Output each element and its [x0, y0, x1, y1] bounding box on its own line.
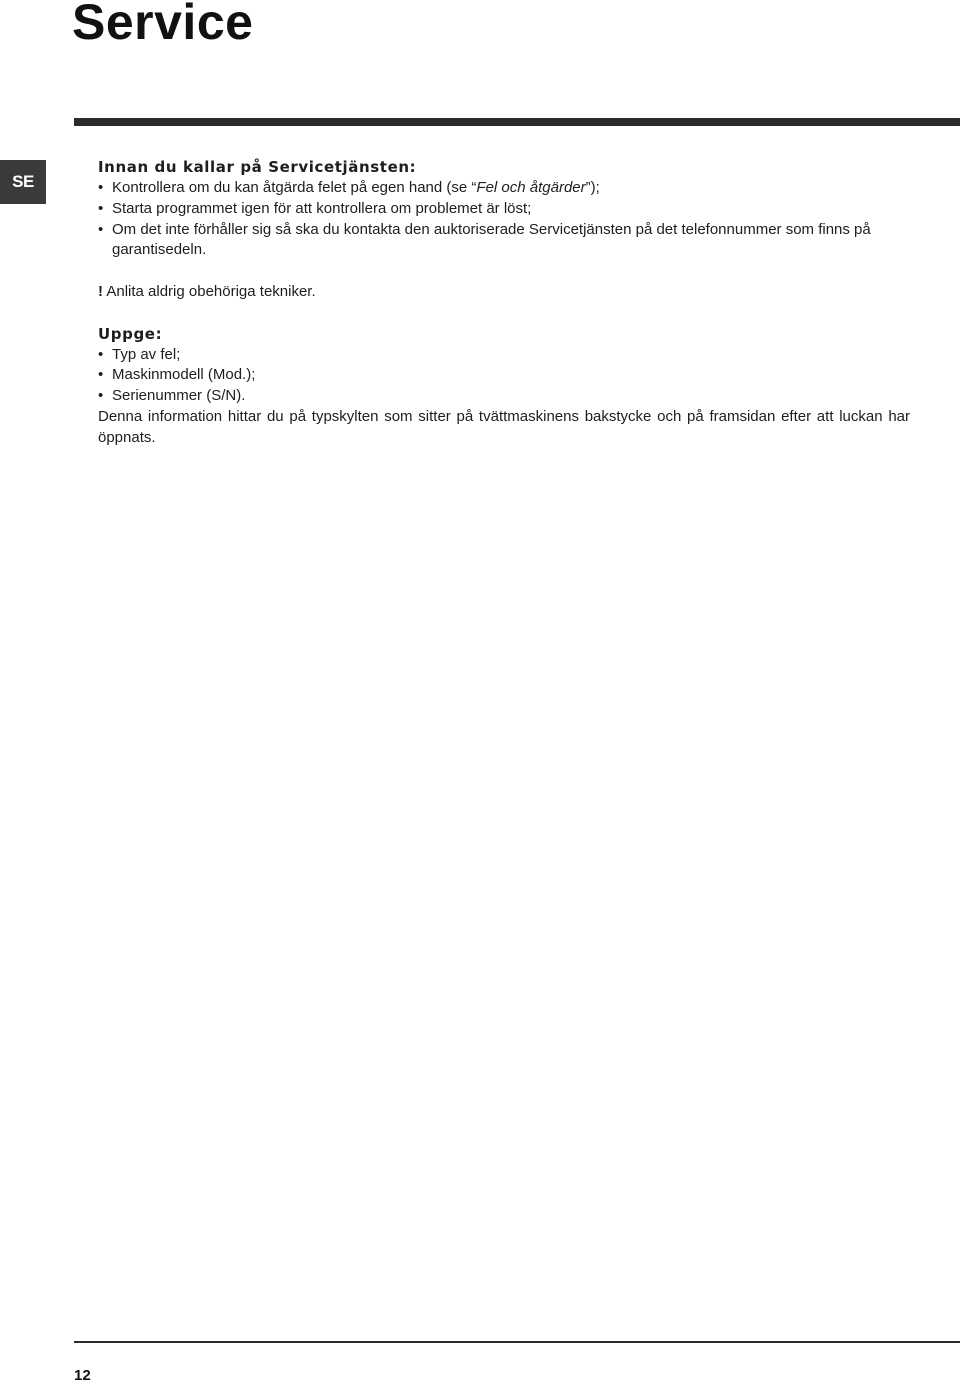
footer-divider [74, 1341, 960, 1343]
list-item-text-suffix: ”); [585, 179, 600, 196]
rating-plate-info: Denna information hittar du på typskylten som sitter på tvättmaskinens bakstycke och på framsidan efter att luckan har öppnats. [98, 407, 910, 446]
title-divider [74, 118, 960, 126]
page-number: 12 [74, 1367, 91, 1384]
spacer [98, 303, 910, 324]
language-tab: SE [0, 160, 46, 204]
list-item: • Om det inte förhåller sig så ska du kontakta den auktoriserade Servicetjänsten på det telefonnummer som finns på garantisedeln. [98, 220, 910, 262]
before-calling-heading: Innan du kallar på Servicetjänsten: [98, 158, 417, 176]
spacer [98, 261, 910, 282]
list-item [98, 178, 910, 199]
provide-heading: Uppge: [98, 324, 163, 343]
warning-icon: ! [98, 282, 103, 300]
list-item: • Typ av fel; [98, 345, 910, 366]
warning-note [98, 282, 910, 303]
list-item: • Starta programmet igen för att kontrollera om problemet är löst; [98, 199, 910, 220]
troubleshooting-reference: Fel och åtgärder [476, 179, 586, 196]
list-item-text: Kontrollera om du kan åtgärda felet på egen hand (se “ [112, 179, 477, 196]
list-item: • Maskinmodell (Mod.); [98, 365, 910, 386]
before-calling-list [98, 178, 910, 261]
list-item: • Serienummer (S/N). [98, 386, 910, 407]
provide-list [98, 345, 910, 407]
page-title: Service [72, 0, 254, 50]
warning-text: Anlita aldrig obehöriga tekniker. [106, 282, 316, 300]
service-content [98, 157, 910, 449]
